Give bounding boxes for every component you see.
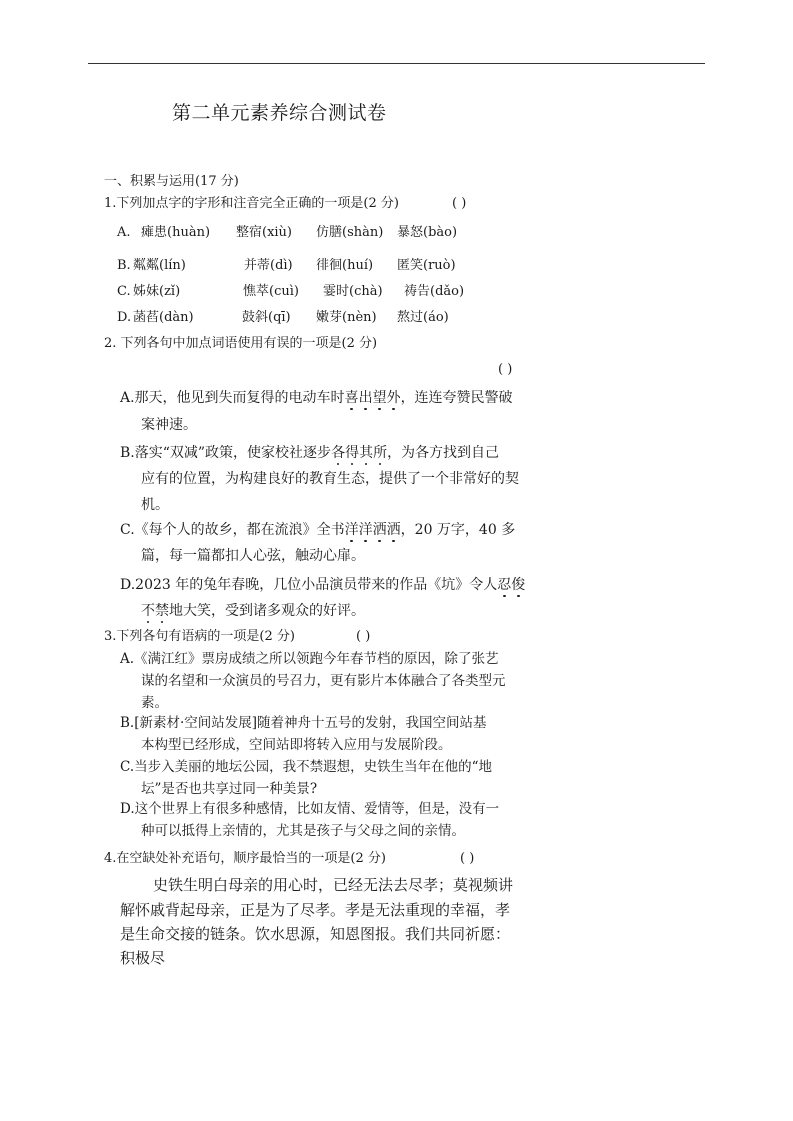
emphasis-char: 洋 [358,522,373,538]
option-text: ，20 万字，40 多 [400,522,516,538]
q1-b-word-3: 徘徊(huí) [316,258,374,273]
emphasis-char: 忍 [497,577,512,593]
q1-c-word-3: 霎时(chà) [323,284,383,299]
q1-option-a[interactable] [117,225,131,241]
q1-b-word-2: 并蒂(dì) [244,258,293,273]
page-title: 第二单元素养综合测试卷 [172,102,387,124]
q1-option-c[interactable] [117,284,131,300]
q1-a-word-4: 暴怒(bào) [397,225,458,240]
option-text: ，连连夸赞民警破 [400,390,513,406]
q3-option-b[interactable]: B.[新素材·空间站发展]随着神舟十五号的发射，我国空间站基 [120,715,487,731]
q2-d-line-2 [141,597,365,625]
option-label: D. [117,310,132,325]
q1-a-word-3: 仿膳(shàn) [316,225,384,240]
q3-stem: 3.下列各句有语病的一项是(2 分) [104,629,295,644]
emphasis-char: 洋 [344,522,359,538]
q2-b-line-3: 机。 [141,497,169,513]
q3-b-line-2: 本构型已经形成，空间站即将转入应用与发展阶段。 [141,737,452,753]
q3-answer-blank[interactable]: ( ) [356,629,371,644]
option-text: C.《每个人的故乡，都在流浪》全书 [120,522,345,538]
emphasis-char: 不 [141,603,155,619]
q3-option-c[interactable]: C.当步入美丽的地坛公园，我不禁遐想，史铁生当年在他的“地 [120,759,493,775]
q4-stem: 4.在空缺处补充语句，顺序最恰当的一项是(2 分) [104,851,386,866]
q2-option-c[interactable] [120,516,515,544]
q1-stem: 1.下列加点字的字形和注音完全正确的一项是(2 分) [104,196,399,211]
q4-passage-line-2: 解怀戚背起母亲，正是为了尽孝。孝是无法重现的幸福，孝 [120,901,511,919]
emphasis-char: 禁 [155,603,169,619]
q2-option-a[interactable] [120,384,513,412]
section-heading: 一、积累与运用(17 分) [104,174,239,189]
emphasis-char: 各 [331,445,346,461]
q4-answer-blank[interactable]: ( ) [460,851,475,866]
q2-a-line-2: 案神速。 [141,417,197,433]
q3-option-d[interactable]: D.这个世界上有很多种感情，比如友情、爱情等，但是，没有一 [120,801,500,817]
q3-a-line-3: 素。 [141,695,168,711]
q2-answer-blank[interactable]: ( ) [498,362,513,377]
dotted-phrase [141,603,169,619]
dotted-phrase [345,522,401,538]
q1-c-word-4: 祷告(dǎo) [404,284,465,299]
emphasis-char: 得 [345,445,360,461]
q2-c-line-2: 篇，每一篇都扣人心弦，触动心扉。 [141,548,365,564]
dotted-phrase [345,390,401,406]
option-text: 地大笑，受到诸多观众的好评。 [169,603,365,619]
emphasis-char: 所 [373,445,388,461]
dotted-phrase [331,445,387,461]
header-rule [88,63,705,64]
q1-d-word-1: 菡萏(dàn) [133,310,194,325]
option-label: B. [117,258,131,273]
q4-passage-line-3: 是生命交接的链条。饮水思源，知恩图报。我们共同祈愿： [120,925,511,943]
q1-answer-blank[interactable]: ( ) [452,196,467,211]
q3-option-a[interactable]: A.《满江红》票房成绩之所以领跑今年春节档的原因，除了张艺 [120,651,499,667]
option-text: A.那天，他见到失而复得的电动车时 [120,390,345,406]
option-label: C. [117,284,131,299]
q4-passage-line-4: 积极尽 [120,949,166,967]
q2-option-b[interactable] [120,439,499,467]
q2-option-d[interactable] [120,571,525,599]
option-text: ，为各方找到自己 [387,445,500,461]
emphasis-char: 喜 [344,390,359,406]
q1-option-d[interactable] [117,310,131,326]
emphasis-char: 洒 [386,522,401,538]
q4-passage-line-1: 史铁生明白母亲的用心时，已经无法去尽孝；莫视频讲 [153,876,514,894]
emphasis-char: 洒 [372,522,387,538]
q1-d-word-3: 嫩芽(nèn) [316,310,377,325]
q1-option-b[interactable] [117,258,131,274]
q3-c-line-2: 坛”是否也共享过同一种美景? [141,781,318,797]
q2-b-line-2: 应有的位置，为构建良好的教育生态，提供了一个非常好的契 [141,471,519,487]
option-text: D.2023 年的兔年春晚，几位小品演员带来的作品《坑》令人 [120,577,498,593]
q1-d-word-4: 熬过(áo) [397,310,449,325]
emphasis-char: 俊 [511,577,526,593]
q1-b-word-1: 粼粼(lín) [133,258,186,273]
q2-stem: 2. 下列各句中加点词语使用有误的一项是(2 分) [104,336,378,351]
q1-a-word-1: 瘫患(huàn) [141,225,211,240]
option-text: B.落实“双减”政策，使家校社逐步 [120,445,332,461]
q1-b-word-4: 匿笑(ruò) [397,258,456,273]
dotted-phrase [497,577,525,593]
q3-a-line-2: 谋的名望和一众演员的号召力，更有影片本体融合了各类型元 [141,673,506,689]
emphasis-char: 望 [372,390,387,406]
q1-c-word-2: 憔萃(cuì) [243,284,299,299]
q1-a-word-2: 整宿(xiù) [236,225,293,240]
q1-c-word-1: 姊妹(zǐ) [133,284,181,299]
q3-d-line-2: 种可以抵得上亲情的，尤其是孩子与父母之间的亲情。 [141,823,465,839]
emphasis-char: 出 [358,390,373,406]
option-label: A. [117,225,131,240]
q1-d-word-2: 鼓斜(qī) [242,310,291,325]
emphasis-char: 外 [386,390,401,406]
emphasis-char: 其 [359,445,374,461]
